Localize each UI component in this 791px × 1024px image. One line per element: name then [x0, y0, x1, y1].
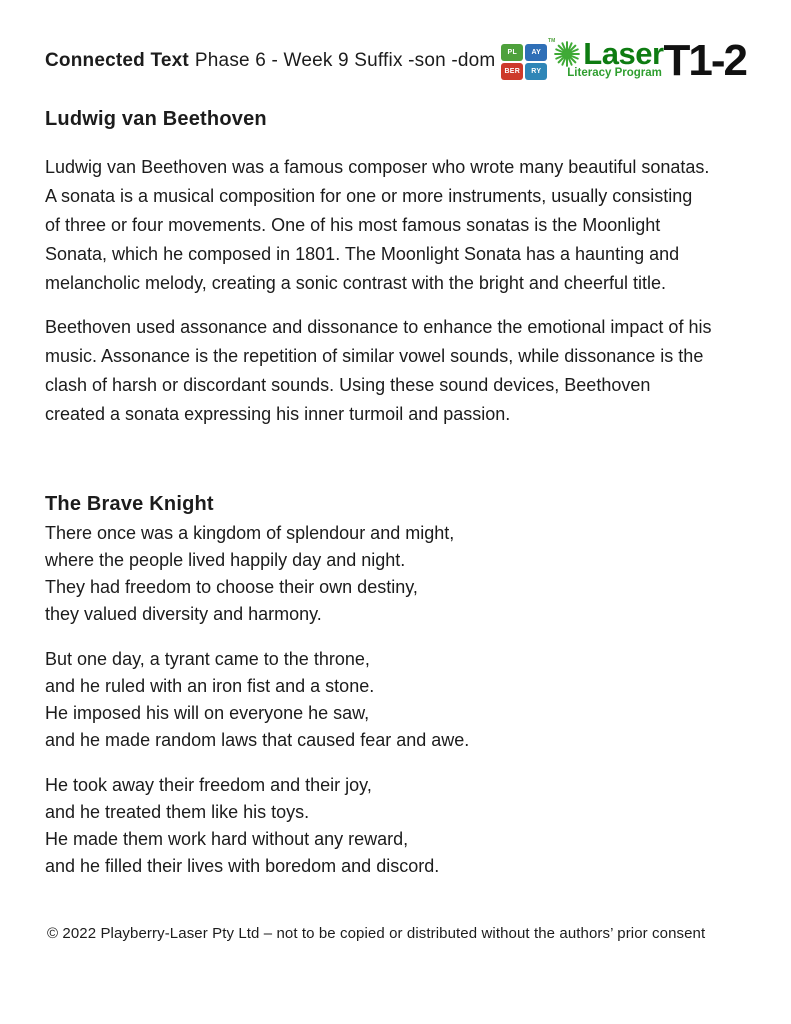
text-line: Ludwig van Beethoven was a famous composer who wrote many beautiful sonatas.: [45, 156, 710, 177]
page-header: [45, 36, 746, 85]
text-line: and he filled their lives with boredom and discord.: [45, 855, 440, 876]
laser-brand-row: [552, 38, 663, 69]
poem-stanza-2: [45, 646, 746, 754]
laser-wordmark: [552, 38, 663, 79]
text-line: clash of harsh or discordant sounds. Using these sound devices, Beethoven: [45, 374, 651, 395]
text-line: He made them work hard without any reward,: [45, 828, 409, 849]
poem-heading: The Brave Knight: [45, 492, 214, 515]
puzzle-piece-pl: PL: [501, 44, 523, 61]
laser-starburst-icon: [552, 39, 582, 69]
document-title-rest: Phase 6 - Week 9 Suffix -son -dom: [194, 50, 496, 71]
text-line: A sonata is a musical composition for one or more instruments, usually consisting: [45, 185, 693, 206]
text-line: Beethoven used assonance and dissonance to enhance the emotional impact of his: [45, 316, 712, 337]
document-title-bold: Connected Text: [45, 50, 189, 71]
text-line: music. Assonance is the repetition of similar vowel sounds, while dissonance is the: [45, 345, 704, 366]
poem-stanza-3: [45, 772, 746, 880]
level-tag: T1-2: [663, 36, 746, 85]
text-line: created a sonata expressing his inner turmoil and passion.: [45, 403, 511, 424]
text-line: He imposed his will on everyone he saw,: [45, 702, 370, 723]
document-title: [45, 38, 495, 72]
playberry-laser-logo: [501, 36, 746, 85]
beethoven-paragraph-1: [45, 153, 746, 298]
text-line: But one day, a tyrant came to the throne,: [45, 648, 370, 669]
poem-stanza-1: [45, 520, 746, 628]
text-line: and he ruled with an iron fist and a stone.: [45, 675, 375, 696]
literacy-program-text: Literacy Program: [567, 67, 662, 79]
text-line: There once was a kingdom of splendour and might,: [45, 522, 455, 543]
text-line: where the people lived happily day and night.: [45, 549, 406, 570]
puzzle-piece-ay: AY: [525, 44, 547, 61]
copyright-footer: © 2022 Playberry-Laser Pty Ltd – not to be copied or distributed without the authors’ prior consent: [47, 925, 706, 942]
playberry-puzzle-icon: [501, 38, 556, 80]
text-line: they valued diversity and harmony.: [45, 603, 322, 624]
text-line: Sonata, which he composed in 1801. The Moonlight Sonata has a haunting and: [45, 243, 680, 264]
beethoven-paragraph-2: [45, 313, 746, 429]
text-line: They had freedom to choose their own destiny,: [45, 576, 418, 597]
text-line: and he made random laws that caused fear and awe.: [45, 729, 470, 750]
text-line: of three or four movements. One of his most famous sonatas is the Moonlight: [45, 214, 661, 235]
puzzle-piece-ry: RY: [525, 63, 547, 80]
text-line: and he treated them like his toys.: [45, 801, 310, 822]
puzzle-piece-ber: BER: [501, 63, 523, 80]
text-line: melancholic melody, creating a sonic contrast with the bright and cheerful title.: [45, 272, 666, 293]
beethoven-heading: Ludwig van Beethoven: [45, 107, 267, 130]
laser-brand-text: Laser: [583, 36, 664, 71]
trademark-symbol: TM: [548, 38, 556, 44]
text-line: He took away their freedom and their joy,: [45, 774, 372, 795]
